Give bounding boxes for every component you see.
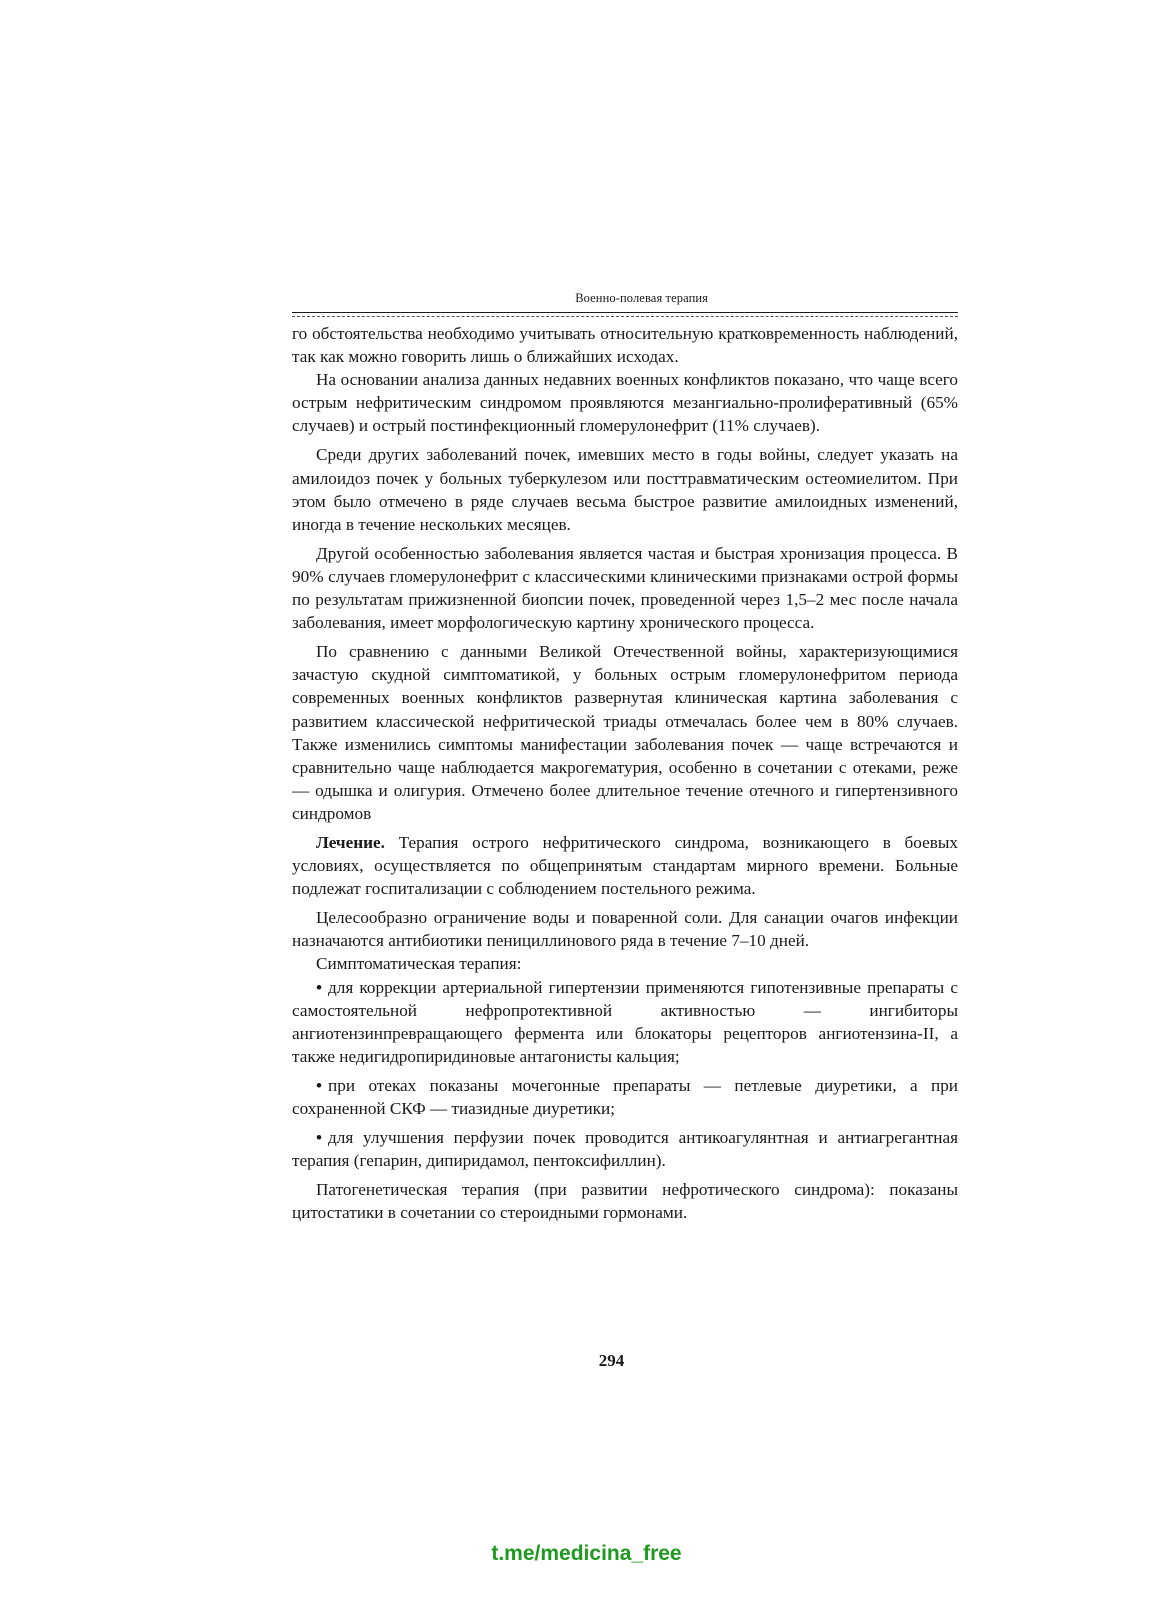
watermark-link[interactable]: t.me/medicina_free xyxy=(491,1542,682,1565)
bullet-icon: • xyxy=(316,1128,323,1148)
bullet-icon: • xyxy=(316,977,323,997)
bullet-text: для коррекции артериальной гипертензии применяются гипотензивные препараты с самостоятельной нефропротективной активностью — ингибиторы ангиотензинпревращающего фермента или блокаторы рецепторов ангиотензина-II, а также недигидропиридиновые антагонисты кальция; xyxy=(292,977,958,1066)
bullet-item xyxy=(292,1074,958,1120)
bullet-text: для улучшения перфузии почек проводится антикоагулянтная и антиагрегантная терапия (гепарин, дипиридамол, пентоксифиллин). xyxy=(292,1128,958,1171)
treatment-term: Лечение. xyxy=(316,832,385,852)
bullet-text: при отеках показаны мочегонные препараты — петлевые диуретики, а при сохраненной СКФ — тиазидные диуретики; xyxy=(292,1075,958,1118)
header-rule xyxy=(292,312,958,313)
running-title: Военно-полевая терапия xyxy=(575,291,708,305)
treatment-text: Терапия острого нефритического синдрома, возникающего в боевых условиях, осуществляется по общепринятым стандартам мирного времени. Больные подлежат госпитализации с соблюдением постельного режима. xyxy=(292,832,958,899)
paragraph: На основании анализа данных недавних военных конфликтов показано, что чаще всего острым нефритическим синдромом проявляются мезангиально-пролиферативный (65% случаев) и острый постинфекционный гломерулонефрит (11% случаев). xyxy=(292,370,958,436)
page-number: 294 xyxy=(598,1351,625,1370)
bullet-item xyxy=(292,1126,958,1172)
treatment-paragraph xyxy=(292,831,958,900)
page-header xyxy=(292,291,958,313)
paragraph: го обстоятельства необходимо учитывать относительную кратковременность наблюдений, так как можно говорить лишь о ближайших исходах. xyxy=(292,324,958,367)
paragraph: Среди других заболеваний почек, имевших место в годы войны, следует указать на амилоидоз почек у больных туберкулезом или посттравматическим остеомиелитом. При этом было отмечено в ряде случаев весьма быстрое развитие амилоидных изменений, иногда в течение нескольких месяцев. xyxy=(292,445,958,534)
bullet-item xyxy=(292,976,958,1068)
paragraph: Целесообразно ограничение воды и поваренной соли. Для санации очагов инфекции назначаются антибиотики пенициллинового ряда в течение 7–10 дней. xyxy=(292,908,958,951)
body-text xyxy=(292,322,958,1224)
paragraph: По сравнению с данными Великой Отечественной войны, характеризующимися зачастую скудной симптоматикой, у больных острым гломерулонефритом периода современных военных конфликтов развернутая клиническая картина заболевания с развитием классической нефритической триады отмечалась более чем в 80% случаев. Также изменились симптомы манифестации заболевания почек — чаще встречаются и сравнительно чаще наблюдается макрогематурия, особенно в сочетании с отеками, реже — одышка и олигурия. Отмечено более длительное течение отечного и гипертензивного синдромов xyxy=(292,642,958,823)
header-rule-secondary xyxy=(292,316,958,317)
paragraph: Патогенетическая терапия (при развитии нефротического синдрома): показаны цитостатики в сочетании со стероидными гормонами. xyxy=(292,1180,958,1223)
symptomatic-heading: Симптоматическая терапия: xyxy=(316,954,522,974)
paragraph: Другой особенностью заболевания является частая и быстрая хронизация процесса. В 90% случаев гломерулонефрит с классическими клиническими признаками острой формы по результатам прижизненной биопсии почек, проведенной через 1,5–2 мес после начала заболевания, имеет морфологическую картину хронического процесса. xyxy=(292,543,958,633)
bullet-icon: • xyxy=(316,1075,323,1095)
